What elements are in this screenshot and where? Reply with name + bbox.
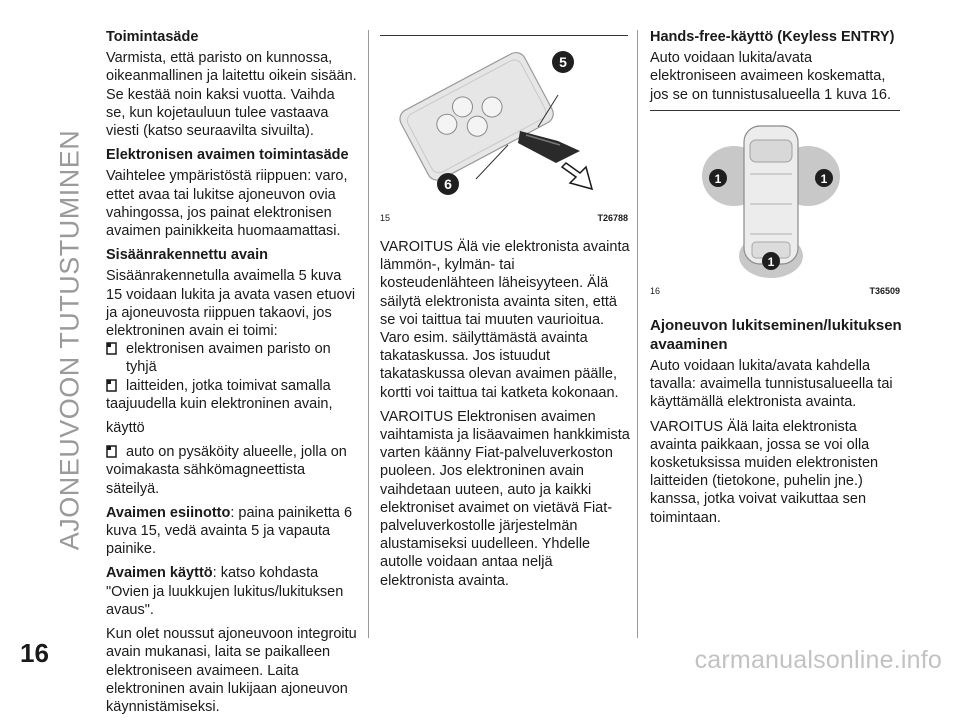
bullet-item [106,377,358,395]
column-1 [106,28,358,722]
zone-label-rear: 1 [767,255,775,269]
figure-16 [650,110,900,298]
continuation-line: taajuudella kuin elektroninen avain, [106,395,333,412]
heading-locking: Ajoneuvon lukitseminen/lukituksen avaaminen [650,317,902,353]
column-3-top [650,28,902,110]
figure-number: 15 [380,213,391,223]
paragraph-key-return: Kun olet noussut ajoneuvoon integroitu avain mukanasi, laita se paikalleen elektroniseen avaimeen. Laita elektroninen avain lukijaan ajoneuvon käynnistämiseksi. [106,626,357,715]
column-3-bottom [650,316,902,533]
bullet-text: auto on pysäköity alueelle, jolla on [126,444,347,461]
bullet-item [106,340,358,376]
column-divider-2 [637,30,638,638]
paragraph-locking: Auto voidaan lukita/avata kahdella tavalla: avaimella tunnistusalueella tai käyttämällä elektronista avainta. [650,358,893,411]
open-square-bullet-icon [106,342,117,355]
zone-label-left: 1 [714,172,722,186]
heading-key-range: Elektronisen avaimen toimintasäde [106,147,349,164]
watermark: carmanualsonline.info [694,646,942,674]
bold-term: Avaimen käyttö [106,565,213,582]
paragraph-range: Varmista, että paristo on kunnossa, oikeanmallinen ja laitettu oikein sisään. Se kestää noin kaksi vuotta. Vaihda se, kun kojetauluun tulee vastaava viesti (katso seuraavilta sivuilta). [106,50,357,140]
zone-label-right: 1 [820,172,828,186]
figure-code: T36509 [869,286,900,296]
heading-range: Toimintasäde [106,29,199,45]
side-section-title-text: AJONEUVOON TUTUSTUMINEN [54,129,85,551]
paragraph-rest: : paina painiketta 6 kuva 15, vedä avainta 5 ja vapauta painike. [106,504,353,558]
callout-5-label: 5 [559,54,567,70]
paragraph-built-in-key: Sisäänrakennetulla avaimella 5 kuva 15 voidaan lukita ja avata vasen etuovi ja ajoneuvosta riippuen takaovi, jos elektroninen avain ei toimi: [106,268,356,340]
warning-paragraph: VAROITUS Elektronisen avaimen vaihtamista ja lisäavaimen hankkimista varten käänny Fiat-palveluverkoston puoleen. Jos elektroninen avain vaihdetaan uuteen, auto ja kaikki elektroniset avaimet on vietävä Fiat-palveluverkostolle järjestelmän alustamiseksi uudelleen. Yhdelle autolle voidaan antaa neljä elektronista avainta. [380,408,630,589]
column-2-text [380,238,630,596]
bold-term: Avaimen esiinotto [106,504,231,521]
electronic-key-illustration [380,39,628,209]
continuation-line: käyttö [106,420,145,437]
heading-hands-free: Hands-free-käyttö (Keyless ENTRY) [650,29,895,45]
paragraph-key-range: Vaihtelee ympäristöstä riippuen: varo, ettet avaa tai lukitse ajoneuvon ovia vahingossa, jos painat elektronisen avaimen painikkeita huomaamattasi. [106,168,348,240]
bullet-text: laitteiden, jotka toimivat samalla [126,377,331,394]
callout-6-label: 6 [444,176,452,192]
paragraph-hands-free: Auto voidaan lukita/avata elektroniseen avaimeen koskematta, jos se on tunnistusalueella 1 kuva 16. [650,50,892,103]
figure-number: 16 [650,286,661,296]
bullet-item [106,443,358,461]
warning-paragraph: VAROITUS Älä laita elektronista avainta paikkaan, jossa se voi olla kosketuksissa muiden elektronisten laitteiden (tietokone, puhelin jne.) kanssa, jotka voivat vaikuttaa sen toimintaan. [650,418,879,526]
column-divider-1 [368,30,369,638]
figure-top-rule [650,110,900,111]
bullet-text: elektronisen avaimen paristo on tyhjä [126,341,331,376]
vehicle-detection-zone-illustration [650,114,900,284]
warning-paragraph: VAROITUS Älä vie elektronista avainta lämmön-, kylmän- tai kosteudenlähteen läheisyyteen. Älä säilytä elektronista avainta siten, että se voi taittua tai muuten vaurioitua. Varo esim. säilyttämästä avainta takataskussa. Jos istuudut takataskussa olevan avaimen päälle, kortti voi taittua tai katketa kokonaan. [380,239,630,401]
figure-caption [650,284,900,298]
figure-top-rule [380,35,628,36]
open-square-bullet-icon [106,379,117,392]
side-section-title [50,40,90,640]
figure-15 [380,35,628,225]
paragraph-key-use [106,564,358,619]
page-number: 16 [20,638,49,668]
figure-code: T26788 [597,213,628,223]
heading-built-in-key: Sisäänrakennettu avain [106,247,268,264]
figure-caption [380,211,628,225]
paragraph-key-removal [106,504,358,559]
open-square-bullet-icon [106,445,117,458]
paragraph-rest: : katso kohdasta "Ovien ja luukkujen lukitus/lukituksen avaus". [106,565,344,618]
continuation-line: voimakasta sähkömagneettista säteilyä. [106,462,306,497]
